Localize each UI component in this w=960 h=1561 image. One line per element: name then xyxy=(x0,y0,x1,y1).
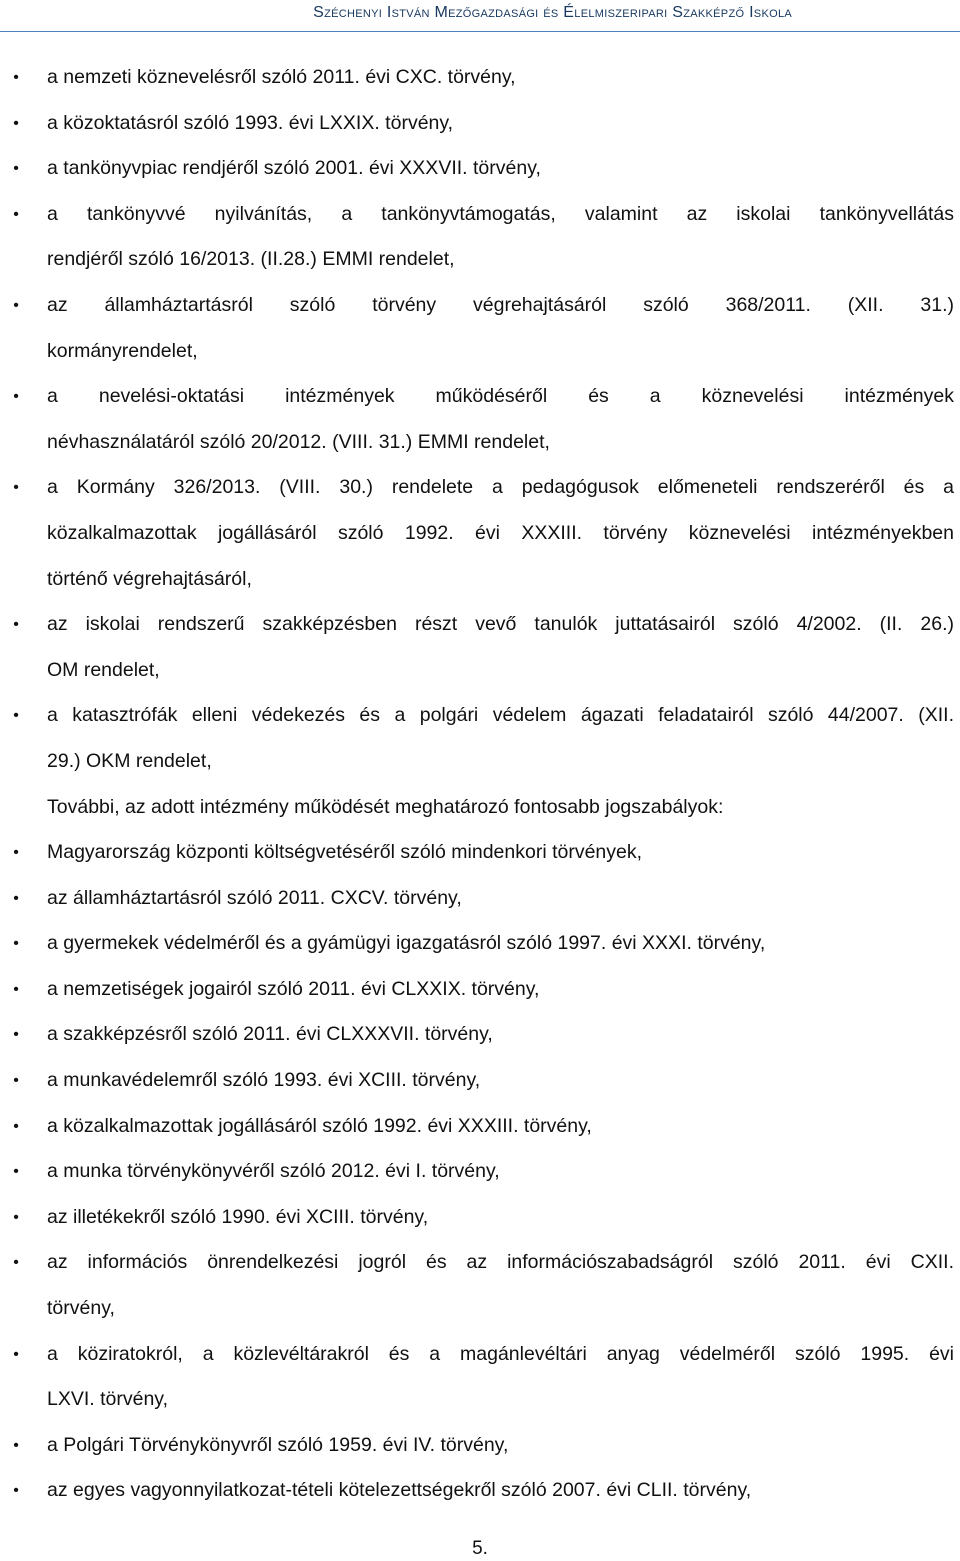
legislation-list xyxy=(0,55,960,1514)
list-item-continuation xyxy=(0,557,960,603)
bullet-icon: • xyxy=(13,1072,19,1090)
page-header xyxy=(0,0,960,38)
list-item xyxy=(0,921,960,967)
list-item xyxy=(0,146,960,192)
list-item xyxy=(0,602,960,648)
bullet-icon: • xyxy=(13,1163,19,1181)
bullet-icon: • xyxy=(13,69,19,86)
bullet-icon: • xyxy=(13,1436,19,1454)
list-item-text: a köziratokról, a közlevéltárakról és a magánlevéltári anyag védelméről szóló 1995. évi xyxy=(47,1342,954,1365)
list-item-text: az illetékekről szóló 1990. évi XCIII. törvény, xyxy=(47,1205,429,1228)
list-item-text: Magyarország központi költségvetéséről szóló mindenkori törvények, xyxy=(47,841,643,864)
bullet-icon: • xyxy=(13,1482,19,1500)
list-item-text: törvény, xyxy=(47,1297,115,1320)
list-item xyxy=(0,1468,960,1514)
list-item xyxy=(0,967,960,1013)
list-item-text: az információs önrendelkezési jogról és az információszabadságról szóló 2011. évi CXII. xyxy=(47,1251,954,1274)
list-item xyxy=(0,101,960,147)
list-item xyxy=(0,693,960,739)
header-divider xyxy=(0,31,960,32)
bullet-icon: • xyxy=(13,935,19,953)
list-item-continuation xyxy=(0,1377,960,1423)
list-item-text: közalkalmazottak jogállásáról szóló 1992. évi XXXIII. törvény köznevelési intézményekben xyxy=(47,521,954,544)
school-name: Széchenyi István Mezőgazdasági és Élelmiszeripari Szakképző Iskola xyxy=(313,4,792,21)
bullet-icon: • xyxy=(13,980,19,998)
list-item xyxy=(0,1240,960,1286)
list-item-continuation xyxy=(0,1286,960,1332)
list-item-continuation xyxy=(0,785,960,831)
bullet-icon: • xyxy=(13,1345,19,1363)
list-item xyxy=(0,55,960,101)
list-item xyxy=(0,283,960,329)
bullet-icon: • xyxy=(13,479,19,497)
list-item-text: névhasználatáról szóló 20/2012. (VIII. 31.) EMMI rendelet, xyxy=(47,430,550,453)
list-item-continuation xyxy=(0,329,960,375)
bullet-icon: • xyxy=(13,388,19,406)
list-item-text: a munkavédelemről szóló 1993. évi XCIII. törvény, xyxy=(47,1069,481,1092)
list-item-text: a közoktatásról szóló 1993. évi LXXIX. törvény, xyxy=(47,111,454,134)
list-item xyxy=(0,1332,960,1378)
list-item-text: a nemzeti köznevelésről szóló 2011. évi CXC. törvény, xyxy=(47,66,516,88)
list-item-text: történő végrehajtásáról, xyxy=(47,567,252,590)
bullet-icon: • xyxy=(13,889,19,907)
list-item-text: a munka törvénykönyvéről szóló 2012. évi I. törvény, xyxy=(47,1160,500,1183)
bullet-icon: • xyxy=(13,1208,19,1226)
bullet-icon: • xyxy=(13,1254,19,1272)
list-item-text: a Kormány 326/2013. (VIII. 30.) rendelete a pedagógusok előmeneteli rendszeréről és a xyxy=(47,476,954,499)
list-item xyxy=(0,1195,960,1241)
list-item-text: a tankönyvvé nyilvánítás, a tankönyvtámogatás, valamint az iskolai tankönyvellátás xyxy=(47,202,954,225)
list-item xyxy=(0,374,960,420)
list-item-text: a gyermekek védelméről és a gyámügyi igazgatásról szóló 1997. évi XXXI. törvény, xyxy=(47,932,766,955)
list-item-continuation xyxy=(0,648,960,694)
bullet-icon: • xyxy=(13,160,19,178)
list-item-text: LXVI. törvény, xyxy=(47,1388,169,1411)
list-item xyxy=(0,830,960,876)
list-item xyxy=(0,465,960,511)
bullet-icon: • xyxy=(13,616,19,634)
bullet-icon: • xyxy=(13,205,19,223)
bullet-icon: • xyxy=(13,1117,19,1135)
list-item xyxy=(0,876,960,922)
list-item-continuation xyxy=(0,420,960,466)
list-item-text: az államháztartásról szóló törvény végrehajtásáról szóló 368/2011. (XII. 31.) xyxy=(47,293,954,316)
list-item-text: a nevelési-oktatási intézmények működéséről és a köznevelési intézmények xyxy=(47,385,954,408)
list-item xyxy=(0,1012,960,1058)
list-item xyxy=(0,1058,960,1104)
list-item-text: rendjéről szóló 16/2013. (II.28.) EMMI rendelet, xyxy=(47,248,455,271)
list-item xyxy=(0,1423,960,1469)
bullet-icon: • xyxy=(13,114,19,132)
list-item-text: az egyes vagyonnyilatkozat-tételi kötelezettségekről szóló 2007. évi CLII. törvény, xyxy=(47,1479,752,1502)
list-item-text: További, az adott intézmény működését meghatározó fontosabb jogszabályok: xyxy=(47,795,724,818)
list-item-text: 29.) OKM rendelet, xyxy=(47,749,212,772)
bullet-icon: • xyxy=(13,296,19,314)
list-item-continuation xyxy=(0,511,960,557)
list-item-continuation xyxy=(0,739,960,785)
list-item-text: az államháztartásról szóló 2011. CXCV. törvény, xyxy=(47,886,462,909)
bullet-icon: • xyxy=(13,844,19,862)
list-item-text: kormányrendelet, xyxy=(47,339,198,362)
page-number: 5. xyxy=(472,1538,488,1559)
list-item-text: a szakképzésről szóló 2011. évi CLXXXVII. törvény, xyxy=(47,1023,493,1046)
list-item-continuation xyxy=(0,237,960,283)
list-item-text: OM rendelet, xyxy=(47,658,160,681)
list-item-text: a katasztrófák elleni védekezés és a polgári védelem ágazati feladatairól szóló 44/2007. (XII. xyxy=(47,704,954,727)
bullet-icon: • xyxy=(13,707,19,725)
list-item-text: a közalkalmazottak jogállásáról szóló 1992. évi XXXIII. törvény, xyxy=(47,1114,592,1137)
list-item-text: a Polgári Törvénykönyvről szóló 1959. évi IV. törvény, xyxy=(47,1433,509,1456)
list-item-text: az iskolai rendszerű szakképzésben részt vevő tanulók juttatásairól szóló 4/2002. (II. 26.) xyxy=(47,613,954,636)
list-item xyxy=(0,1104,960,1150)
list-item-text: a nemzetiségek jogairól szóló 2011. évi CLXXIX. törvény, xyxy=(47,977,540,1000)
list-item-text: a tankönyvpiac rendjéről szóló 2001. évi XXXVII. törvény, xyxy=(47,157,541,180)
list-item xyxy=(0,192,960,238)
bullet-icon: • xyxy=(13,1026,19,1044)
list-item xyxy=(0,1149,960,1195)
